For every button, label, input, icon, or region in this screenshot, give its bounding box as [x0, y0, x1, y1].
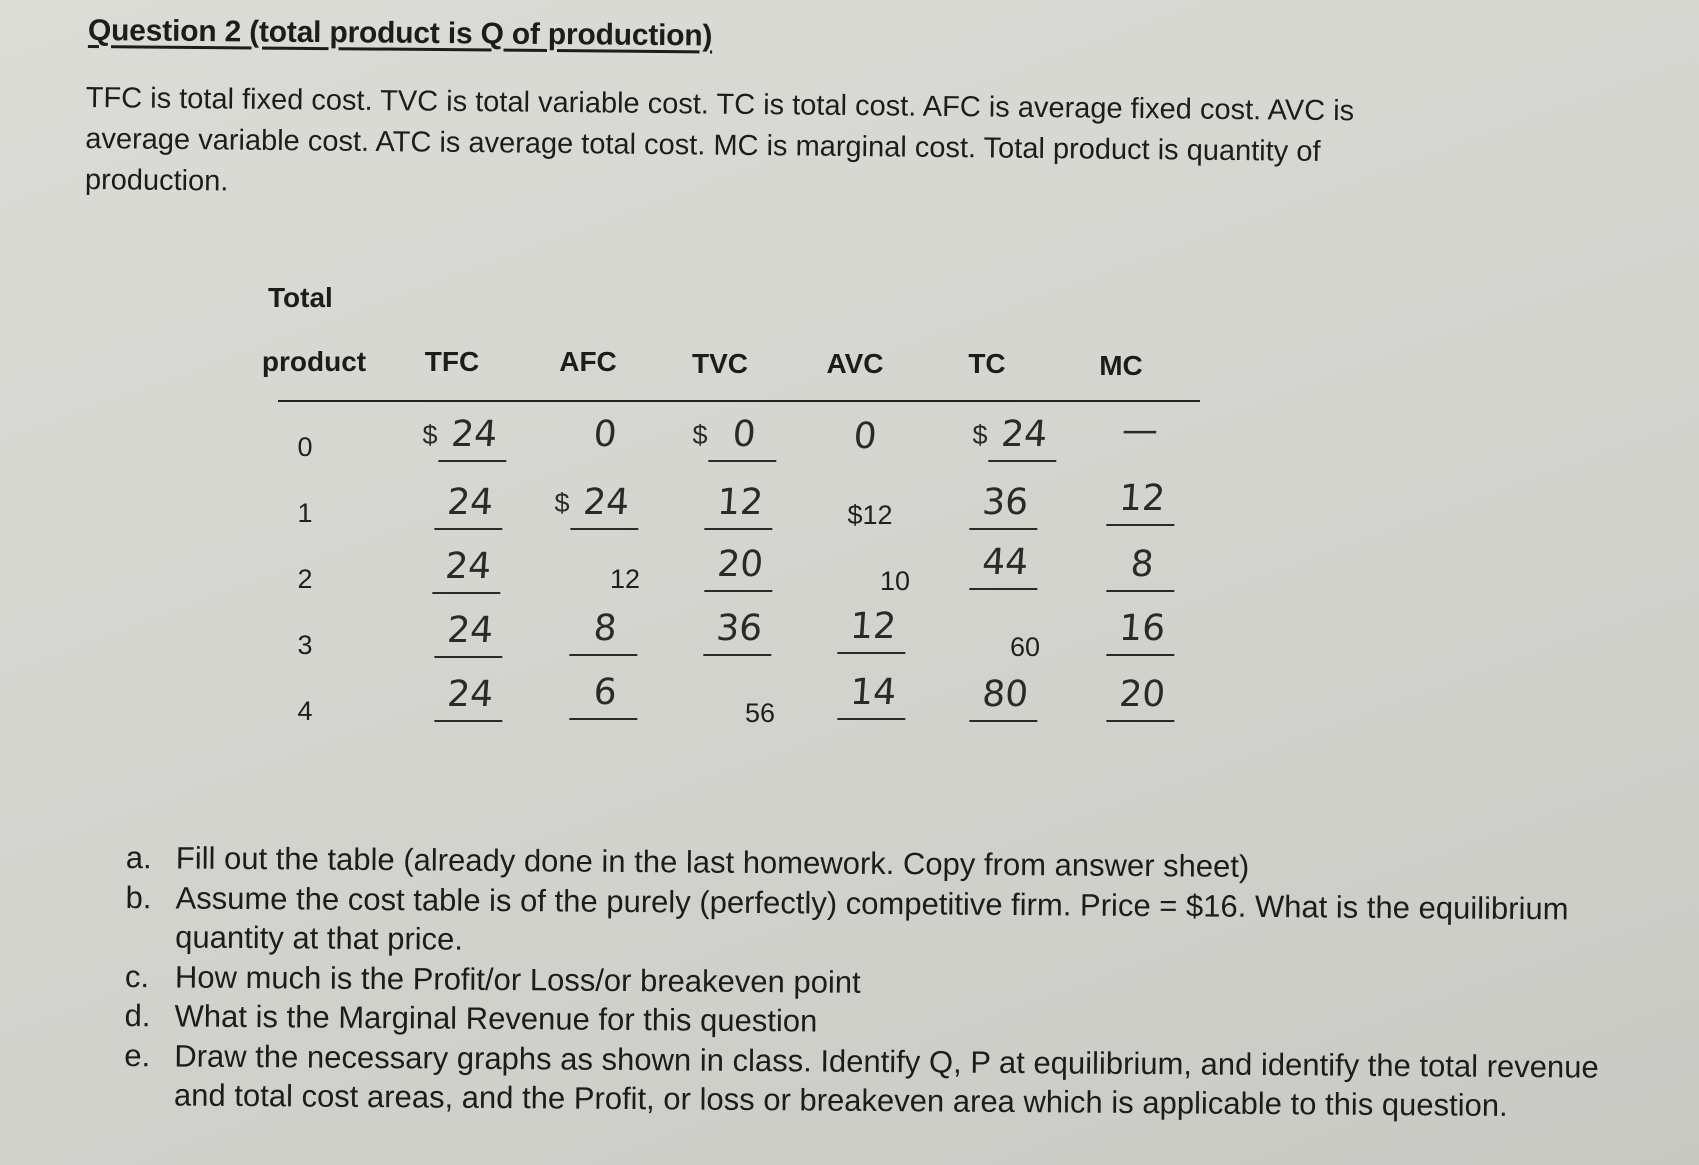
header-product: product: [261, 346, 367, 377]
row4-q: 4: [297, 696, 313, 726]
intro-paragraph: TFC is total fixed cost. TVC is total variable cost. TC is total cost. AFC is average fixed cost. AVC is average variable cost. ATC is average total cost. MC is marginal cost. Total product is quantity of production.: [84, 81, 1355, 198]
row3-tc: 60: [1009, 632, 1040, 662]
row4-tc: 80: [960, 672, 1050, 726]
row0-q: 0: [297, 432, 313, 462]
row4-mc: 20: [1097, 672, 1187, 726]
header-tvc: TVC: [692, 348, 748, 379]
row2-tvc: 20: [695, 542, 785, 596]
dollar-sign: $: [972, 420, 988, 450]
row1-tc: 36: [960, 480, 1050, 534]
header-tc: TC: [968, 348, 1006, 379]
row0-avc: 0: [852, 416, 878, 457]
header-total: Total: [268, 282, 333, 313]
dollar-sign: $: [422, 420, 438, 450]
row2-q: 2: [297, 564, 313, 594]
row3-q: 3: [297, 630, 313, 660]
question-title: Question 2 (total product is Q of production): [87, 14, 713, 53]
dollar-sign: $: [692, 420, 708, 450]
row1-mc: 12: [1097, 476, 1187, 530]
row3-tfc: 24: [425, 608, 515, 662]
row4-afc: 6: [560, 670, 650, 724]
row4-tvc: 56: [744, 698, 775, 728]
question-text: How much is the Profit/or Loss/or breakeven point: [174, 958, 861, 1000]
row3-tvc: 36: [694, 606, 784, 660]
row2-tfc: 24: [423, 544, 513, 598]
question-item-d: d. What is the Marginal Revenue for this question: [124, 998, 818, 1039]
row0-afc: 0: [592, 414, 618, 455]
row4-tfc: 24: [425, 672, 515, 726]
row0-mc: —: [1120, 410, 1160, 451]
row0-tfc: $ 24: [410, 412, 520, 466]
row3-afc: 8: [560, 606, 650, 660]
question-list: [116, 838, 1638, 1126]
row2-afc: 12: [609, 564, 640, 594]
row0-tc: $ 24: [960, 412, 1070, 466]
row3-avc: 12: [828, 604, 918, 658]
row0-tvc: $ 0: [680, 412, 790, 466]
question-item-c: c. How much is the Profit/or Loss/or breakeven point: [124, 958, 861, 1000]
row1-tfc: 24: [425, 480, 515, 534]
question-item-e: e. Draw the necessary graphs as shown in class. Identify Q, P at equilibrium, and identify the total revenue and total cost areas, and the Profit, or loss or breakeven area which is applicable to this question.: [124, 1037, 1599, 1123]
row2-tc: 44: [960, 540, 1050, 594]
header-tfc: TFC: [424, 346, 480, 377]
header-afc: AFC: [559, 346, 617, 377]
row1-q: 1: [297, 498, 313, 528]
question-item-b: b. Assume the cost table is of the purely (perfectly) competitive firm. Price = $16. What is the equilibrium quantity at that price.: [125, 879, 1569, 957]
question-text: What is the Marginal Revenue for this question: [174, 998, 818, 1039]
row1-tvc: 12: [695, 480, 785, 534]
question-text: Assume the cost table is of the purely (perfectly) competitive firm. Price = $16. What is the equilibrium quantity at that price.: [175, 879, 1569, 957]
question-text: Draw the necessary graphs as shown in class. Identify Q, P at equilibrium, and identify the total revenue and total cost areas, and the Profit, or loss or breakeven area which is applicable to this question.: [173, 1037, 1599, 1123]
row1-avc: $12: [847, 500, 893, 530]
row3-mc: 16: [1097, 606, 1187, 660]
row2-avc: 10: [879, 566, 910, 596]
header-mc: MC: [1099, 350, 1143, 381]
question-item-a: a. Fill out the table (already done in the last homework. Copy from answer sheet): [125, 840, 1250, 884]
row2-mc: 8: [1097, 542, 1187, 596]
dollar-sign: $: [554, 488, 570, 518]
row1-afc: $ 24: [542, 480, 652, 534]
row4-avc: 14: [828, 670, 918, 724]
cost-table: [261, 282, 1210, 760]
header-avc: AVC: [826, 348, 884, 379]
question-text: Fill out the table (already done in the last homework. Copy from answer sheet): [175, 840, 1250, 884]
header-rule: [278, 400, 1200, 402]
